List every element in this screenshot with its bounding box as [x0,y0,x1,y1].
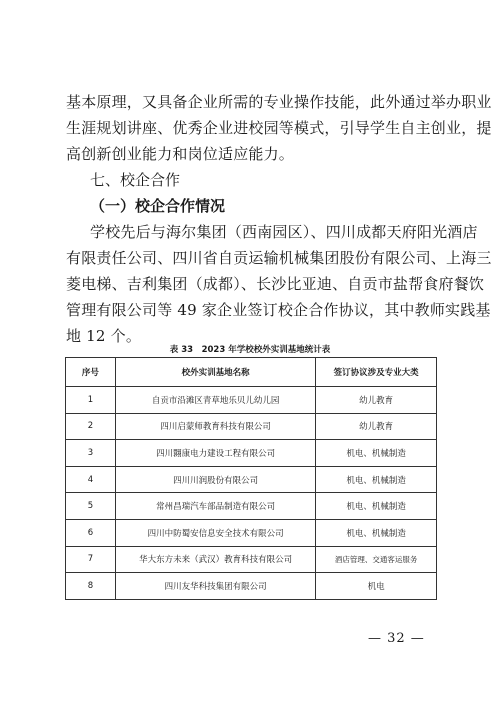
column-header: 校外实训基地名称 [115,358,315,387]
paragraph-line: 有限责任公司、四川省自贡运输机械集团股份有限公司、上海三 [66,249,492,267]
table-row [66,413,437,440]
table-cell: 四川友华科技集团有限公司 [115,573,315,600]
table-cell: 5 [66,493,116,520]
column-header: 序号 [66,358,116,387]
paragraph-line: 菱电梯、吉利集团（成都）、长沙比亚迪、自贡市盐帮食府餐饮 [66,275,485,293]
paragraph-line: 管理有限公司等 49 家企业签订校企合作协议，其中教师实践基 [66,301,491,319]
column-header: 签订协议涉及专业大类 [316,358,437,387]
table-row [66,440,437,467]
table-cell: 四川川润股份有限公司 [115,466,315,493]
training-base-table [65,357,437,600]
table-cell: 2 [66,413,116,440]
table-caption: 表 33 2023 年学校校外实训基地统计表 [169,345,331,355]
table-cell: 四川翾康电力建设工程有限公司 [115,440,315,467]
table-cell: 自贡市沿滩区青草地乐贝儿幼儿园 [115,387,315,414]
table-cell: 机电、机械制造 [316,519,437,546]
table-cell: 幼儿教育 [316,413,437,440]
paragraph-intro [66,89,492,167]
paragraph-cooperation [66,219,492,349]
table-cell: 常州昌瑞汽车部品制造有限公司 [115,493,315,520]
table-cell: 酒店管理、交通客运服务 [316,546,437,573]
paragraph-line: 基本原理，又具备企业所需的专业操作技能，此外通过举办职业 [66,93,492,111]
table-row [66,573,437,600]
table-cell: 6 [66,519,116,546]
paragraph-line: 生涯规划讲座、优秀企业进校园等模式，引导学生自主创业，提 [66,119,492,137]
paragraph-line: 学校先后与海尔集团（西南园区）、四川成都天府阳光酒店 [90,223,478,241]
table-header-row [66,358,437,387]
table-cell: 四川中防蜀安信息安全技术有限公司 [115,519,315,546]
table-cell: 四川启蒙师教育科技有限公司 [115,413,315,440]
table-cell: 幼儿教育 [316,387,437,414]
table-row [66,493,437,520]
page-number: — 32 — [368,631,425,646]
table-row [66,546,437,573]
sub-heading: （一）校企合作情况 [90,197,226,215]
table-cell: 机电、机械制造 [316,493,437,520]
table-cell: 7 [66,546,116,573]
table-cell: 机电、机械制造 [316,440,437,467]
table-row [66,466,437,493]
table-cell: 机电、机械制造 [316,466,437,493]
table-cell: 1 [66,387,116,414]
table-cell: 华大东方未来（武汉）教育科技有限公司 [115,546,315,573]
table-row [66,519,437,546]
table-cell: 机电 [316,573,437,600]
section-heading: 七、校企合作 [90,171,181,189]
table-cell: 3 [66,440,116,467]
table-row [66,387,437,414]
table-cell: 8 [66,573,116,600]
table-cell: 4 [66,466,116,493]
paragraph-line: 地 12 个。 [66,327,142,345]
paragraph-line: 高创新创业能力和岗位适应能力。 [66,145,295,163]
